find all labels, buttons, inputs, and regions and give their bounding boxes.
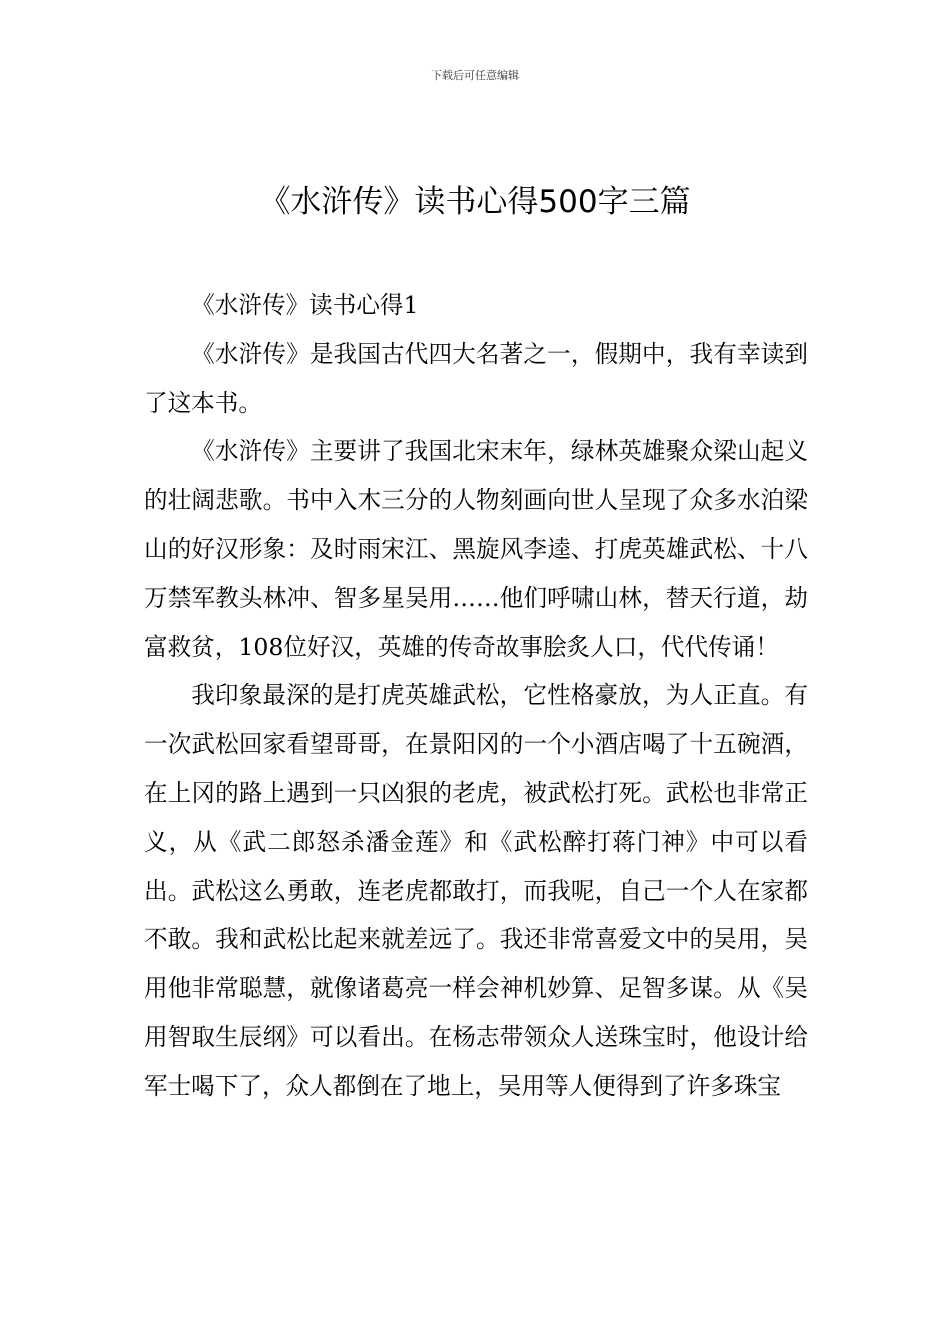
paragraph: 《水浒传》是我国古代四大名著之一，假期中，我有幸读到了这本书。	[144, 339, 808, 417]
document-title: 《水浒传》读书心得500字三篇	[259, 184, 691, 220]
section-heading: 《水浒传》读书心得1	[191, 291, 419, 319]
paragraph: 我印象最深的是打虎英雄武松，它性格豪放，为人正直。有一次武松回家看望哥哥，在景阳冈的一个小酒店喝了十五碗酒，在上冈的路上遇到一只凶狠的老虎，被武松打死。武松也非常正义，从《武二郎怒杀潘金莲》和《武松醉打蒋门神》中可以看出。武松这么勇敢，连老虎都敢打，而我呢，自己一个人在家都不敢。我和武松比起来就差远了。我还非常喜爱文中的吴用，吴用他非常聪慧，就像诸葛亮一样会神机妙算、足智多谋。从《吴用智取生辰纲》可以看出。在杨志带领众人送珠宝时，他设计给军士喝下了，众人都倒在了地上，吴用等人便得到了许多珠宝	[144, 681, 808, 1100]
paragraph: 《水浒传》主要讲了我国北宋末年，绿林英雄聚众梁山起义的壮阔悲歌。书中入木三分的人物刻画向世人呈现了众多水泊梁山的好汉形象：及时雨宋江、黑旋风李逵、打虎英雄武松、十八万禁军教头林冲、智多星吴用……他们呼啸山林，替天行道，劫富救贫，108位好汉，英雄的传奇故事脍炙人口，代代传诵！	[144, 437, 808, 661]
header-note: 下载后可任意编辑	[431, 69, 519, 82]
document-body	[144, 281, 808, 1111]
